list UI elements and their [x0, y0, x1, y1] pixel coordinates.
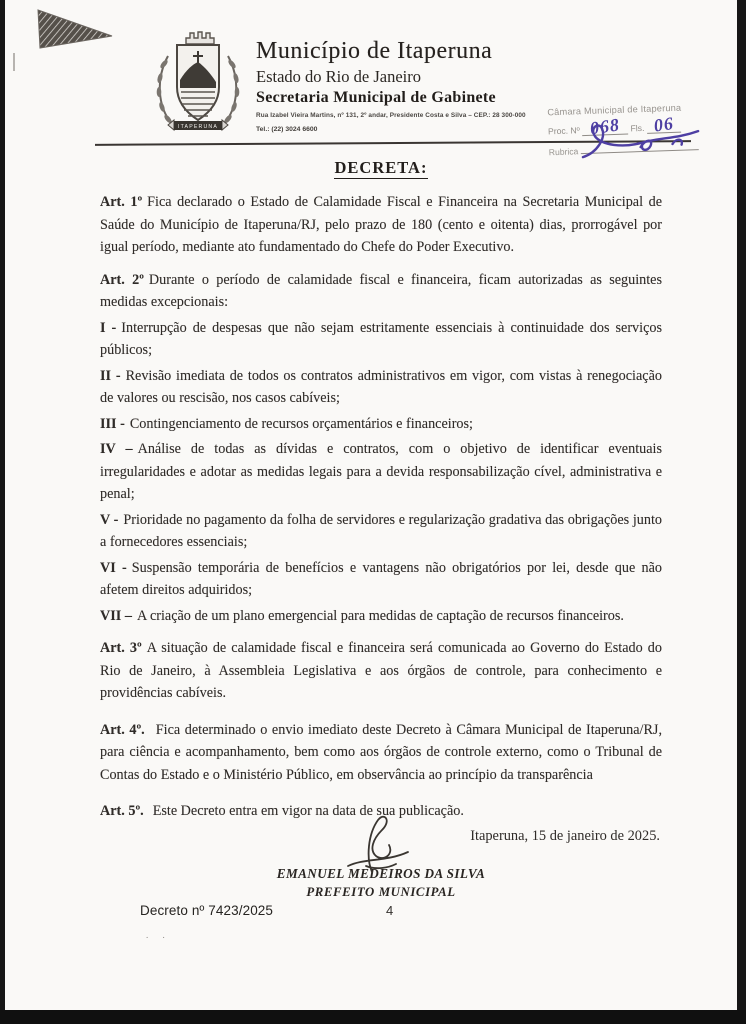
- signature-block: [100, 866, 662, 900]
- proc-value-handwritten: 068: [588, 114, 622, 139]
- proc-label: Proc. Nº: [547, 125, 580, 137]
- article-2-item-6: VI - Suspensão temporária de benefícios e vantagens não obrigatórios por lei, desde que não afetem direitos adquiridos;: [100, 559, 662, 598]
- letterhead: [256, 38, 596, 133]
- fls-label: Fls.: [630, 122, 645, 134]
- municipal-crest-icon: [148, 28, 248, 138]
- scan-tick-artifact: [13, 53, 15, 71]
- state-name: Estado do Rio de Janeiro: [256, 67, 421, 86]
- article-2: Art. 2º Durante o período de calamidade fiscal e financeira, ficam autorizadas as seguintes medidas excepcionais:: [100, 271, 662, 310]
- article-4: Art. 4º. Fica determinado o envio imediato deste Decreto à Câmara Municipal de Itaperuna/RJ, para ciência e acompanhamento, bem como aos órgãos de controle externo, como o Tribunal de Contas do Estado e o Ministério Público, em observância ao princípio da transparência: [100, 721, 663, 783]
- municipality-name: Município de Itaperuna: [256, 38, 493, 64]
- article-2-item-1: I - Interrupção de despesas que não sejam estritamente essenciais à continuidade dos serviços públicos;: [100, 319, 663, 358]
- address-line: Rua Izabel Vieira Martins, nº 131, 2º andar, Presidente Costa e Silva – CEP.: 28 300-000: [256, 112, 526, 119]
- page-number: 4: [386, 903, 394, 918]
- article-1: Art. 1º Fica declarado o Estado de Calamidade Fiscal e Financeira na Secretaria Municipal de Saúde do Município de Itaperuna/RJ, pelo prazo de 180 (cento e oitenta) dias, prorrogável por igual período, mediante ato fundamentado do Chefe do Poder Executivo.: [100, 194, 662, 255]
- decree-articles: [100, 191, 662, 823]
- fls-value-handwritten: 06: [652, 112, 675, 136]
- article-3: Art. 3º A situação de calamidade fiscal e financeira será comunicada ao Governo do Estado do Rio de Janeiro, à Assembleia Legislativa e aos órgãos de controle, para conhecimento e providências cabíveis.: [100, 640, 662, 701]
- rubrica-label: Rubrica: [548, 146, 579, 158]
- dateline: Itaperuna, 15 de janeiro de 2025.: [470, 827, 660, 844]
- article-2-item-2: II - Revisão imediata de todos os contratos administrativos em vigor, com vistas à renegociação de valores ou rescisão, nos casos cabíveis;: [100, 367, 662, 406]
- signer-title: PREFEITO MUNICIPAL: [306, 885, 456, 899]
- chamber-stamp: [547, 101, 739, 158]
- department-name: Secretaria Municipal de Gabinete: [256, 89, 496, 106]
- signer-name: EMANUEL MEDEIROS DA SILVA: [276, 866, 486, 881]
- scan-edge-bottom: [0, 1010, 746, 1024]
- scan-edge-right: [737, 0, 746, 1024]
- article-2-item-4: IV – Análise de todas as dívidas e contratos, com o objetivo de identificar eventuais irregularidades e adotar as medidas legais para a devida responsabilização cível, administrativa e penal;: [100, 441, 662, 502]
- scan-edge-left: [0, 0, 5, 1024]
- stamp-rubrica-row: [549, 140, 739, 158]
- decree-number: Decreto nº 7423/2025: [140, 903, 274, 918]
- folded-corner-artifact: [30, 2, 120, 54]
- crest-banner-text: ITAPERUNA: [177, 124, 219, 130]
- stamp-office-name: Câmara Municipal de Itaperuna: [547, 102, 682, 118]
- scan-specks: . .: [146, 930, 171, 940]
- decree-body: [100, 158, 662, 845]
- article-2-item-3: III - Contingenciamento de recursos orçamentários e financeiros;: [100, 415, 473, 432]
- article-2-item-7: VII – A criação de um plano emergencial para medidas de captação de recursos financeiros.: [100, 607, 624, 624]
- decree-title: DECRETA:: [334, 158, 428, 177]
- mayor-signature: [336, 814, 426, 876]
- phone-line: Tel.: (22) 3024 6600: [256, 126, 318, 133]
- article-5: Art. 5º. Este Decreto entra em vigor na data de sua publicação.: [100, 803, 464, 819]
- article-2-item-5: V - Prioridade no pagamento da folha de servidores e regularização gradativa das obrigações junto a fornecedores essenciais;: [100, 511, 662, 550]
